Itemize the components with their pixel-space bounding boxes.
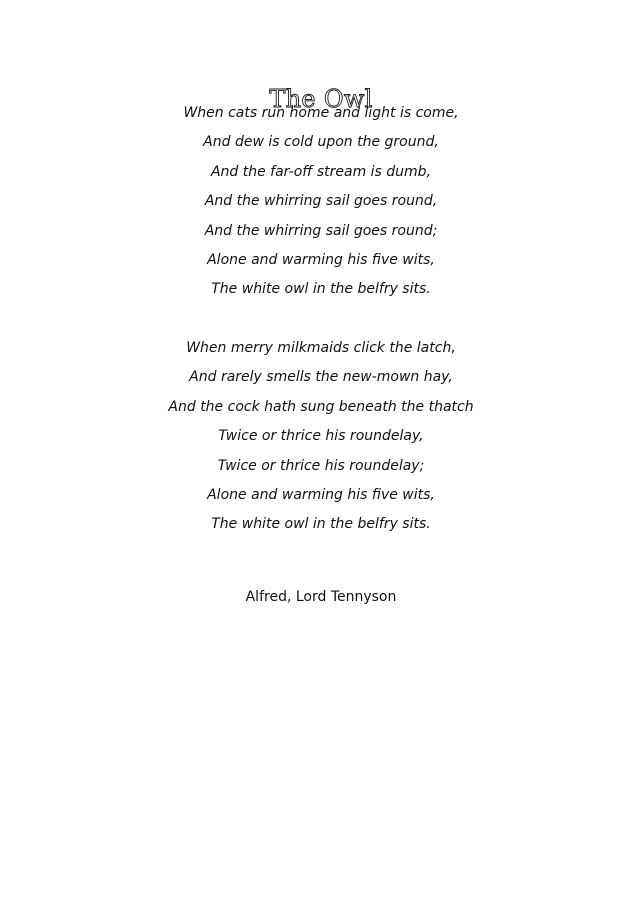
poem-line: When cats run home and light is come, bbox=[183, 105, 459, 121]
poem-line: Twice or thrice his roundelay; bbox=[217, 457, 425, 474]
poem-line: And the far-off stream is dumb, bbox=[210, 163, 432, 180]
poem-line: Alone and warming his five wits, bbox=[207, 486, 435, 503]
stanza-2 bbox=[0, 334, 642, 540]
poem-line: When merry milkmaids click the latch, bbox=[186, 340, 456, 356]
poem-line: The white owl in the belfry sits. bbox=[211, 516, 431, 533]
poem-line: And dew is cold upon the ground, bbox=[203, 134, 439, 151]
stanza-1 bbox=[0, 99, 642, 305]
poem-line: And rarely smells the new-mown hay, bbox=[189, 369, 453, 386]
poem-line: Twice or thrice his roundelay, bbox=[218, 428, 424, 445]
poem-line: The white owl in the belfry sits. bbox=[211, 281, 431, 298]
poem-line: And the cock hath sung beneath the thatch bbox=[168, 398, 474, 415]
poem-line: Alone and warming his five wits, bbox=[207, 251, 435, 268]
poem-line: And the whirring sail goes round, bbox=[204, 193, 438, 210]
poem-line: And the whirring sail goes round; bbox=[204, 222, 438, 239]
poem-author: Alfred, Lord Tennyson bbox=[245, 589, 397, 605]
poem-title: The Owl bbox=[269, 85, 373, 114]
